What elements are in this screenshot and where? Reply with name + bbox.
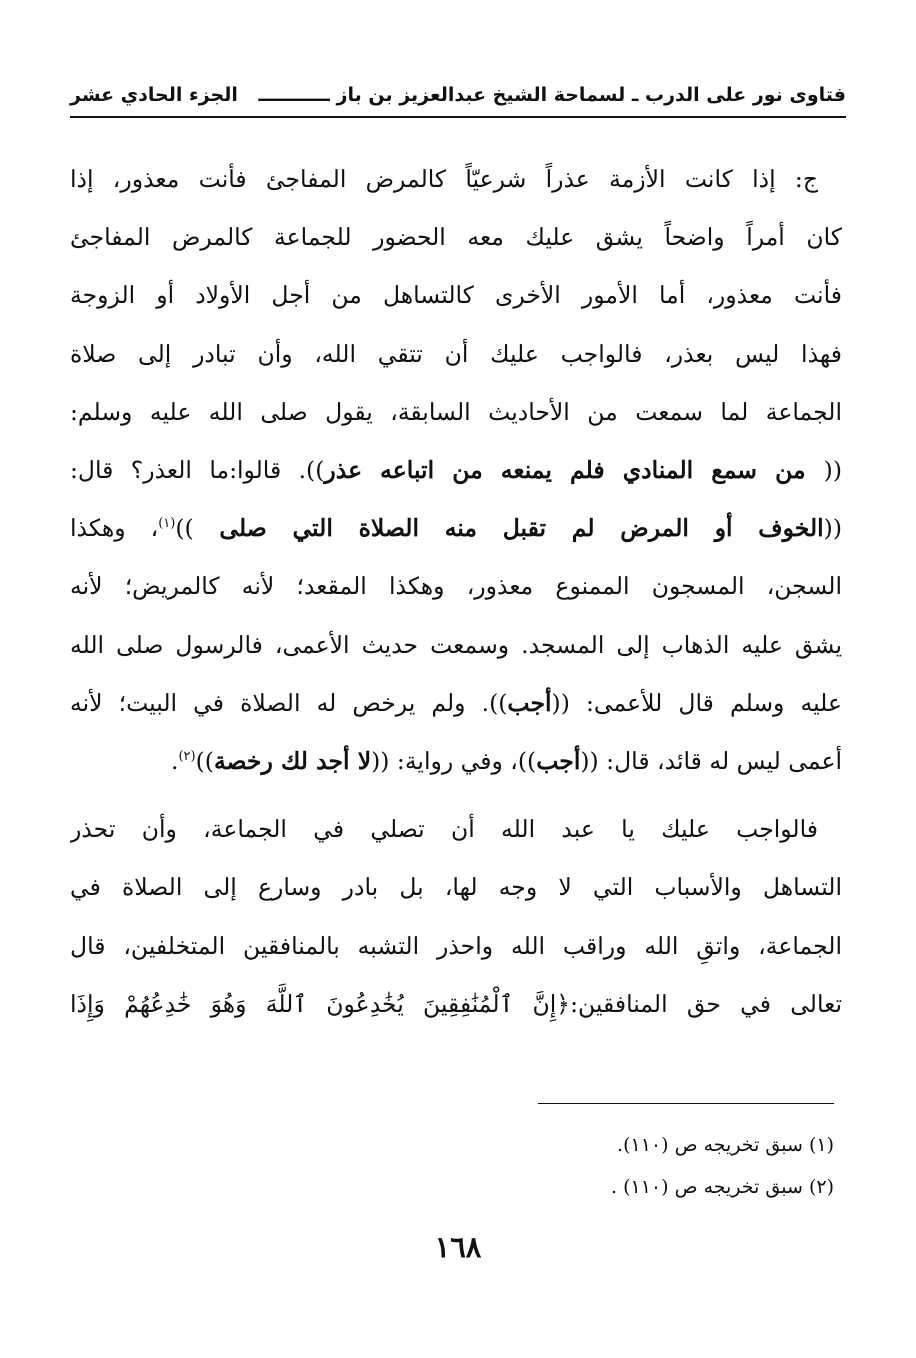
paragraph-2 [70,800,842,1033]
hadith-quote: لا أجد لك رخصة [213,747,372,776]
hadith-quote: أجب [536,747,581,776]
footnote-ref: (٢) [178,749,196,765]
text-line: التساهل والأسباب التي لا وجه لها، بل بادر وسارع إلى الصلاة في [70,873,842,902]
text-line: فأنت معذور، أما الأمور الأخرى كالتساهل من أجل الأولاد أو الزوجة [70,281,842,310]
text-line: فهذا ليس بعذر، فالواجب عليك أن تتقي الله، وأن تبادر إلى صلاة [70,339,842,368]
text-line: الجماعة، واتقِ الله وراقب الله واحذر التشبه بالمنافقين المتخلفين، قال [70,931,842,960]
text-line: يشق عليه الذهاب إلى المسجد. وسمعت حديث الأعمى، فالرسول صلى الله [70,630,842,659]
hadith-quote: الخوف أو المرض لم تقبل منه الصلاة التي صلى [193,514,824,543]
footnotes [611,1124,834,1208]
page-number: ١٦٨ [434,1230,482,1264]
footnote-1: (١) سبق تخريجه ص (١١٠). [617,1134,834,1156]
body-text [70,150,842,1033]
running-header [70,76,846,118]
text-line: كان أمراً واضحاً يشق عليك معه الحضور للجماعة كالمرض المفاجئ [70,223,842,252]
text-line: ((الخوف أو المرض لم تقبل منه الصلاة التي صلى ))$^{(١)}$، وهكذا [70,514,842,543]
text-line: ج: إذا كانت الأزمة عذراً شرعيّاً كالمرض المفاجئ فأنت معذور، إذا [70,165,818,193]
book-title: فتاوى نور على الدرب ـ لسماحة الشيخ عبدالعزيز بن باز ـــــــــــ [258,84,846,106]
hadith-quote: من سمع المنادي فلم يمنعه من اتباعه عذر [324,456,824,485]
text-line: (( من سمع المنادي فلم يمنعه من اتباعه عذر)). قالوا:ما العذر؟ قال: [70,456,842,485]
text-line: السجن، المسجون الممنوع معذور، وهكذا المقعد؛ لأنه كالمريض؛ لأنه [70,572,842,601]
text-line: أعمى ليس له قائد، قال: ((أجب))، وفي رواية: ((لا أجد لك رخصة))$^{(٢)}$. [170,747,842,776]
text-line: فالواجب عليك يا عبد الله أن تصلي في الجماعة، وأن تحذر [70,815,818,844]
text-line: تعالى في حق المنافقين:﴿إِنَّ ٱلْمُنَٰفِقِينَ يُخَٰدِعُونَ ٱللَّهَ وَهُوَ خَٰدِعُهُمْ وَإِذَا [70,989,842,1018]
volume-label: الجزء الحادي عشر [70,84,238,106]
text-line: عليه وسلم قال للأعمى: ((أجب)). ولم يرخص له الصلاة في البيت؛ لأنه [70,688,842,717]
footnote-divider [538,1103,834,1104]
text-line: الجماعة لما سمعت من الأحاديث السابقة، يقول صلى الله عليه وسلم: [70,397,842,426]
footnote-2: (٢) سبق تخريجه ص (١١٠) . [611,1176,834,1198]
footnote-ref: (١) [158,516,176,532]
hadith-quote: أجب [507,688,552,717]
paragraph-1 [70,150,842,790]
